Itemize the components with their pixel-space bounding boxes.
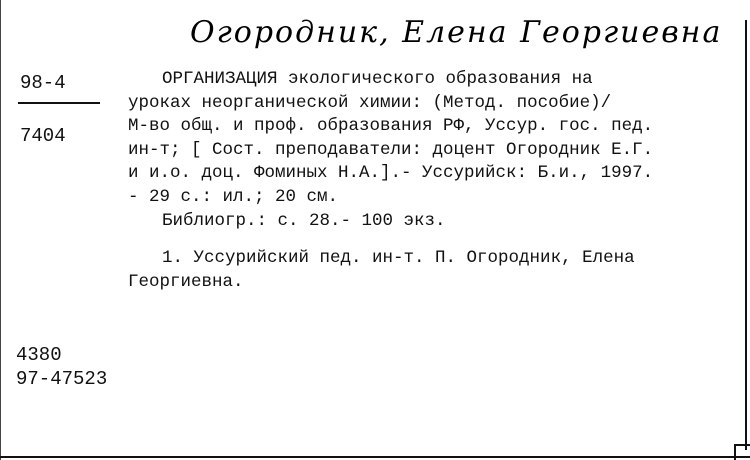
entry-line-6: - 29 с.: ил.; 20 см. bbox=[128, 186, 339, 207]
tracing-line-1: 1. Уссурийский пед. ин-т. П. Огородник, Елена bbox=[162, 248, 635, 269]
accession-code-1: 4380 bbox=[16, 344, 62, 366]
handwritten-heading bbox=[190, 2, 750, 62]
handwritten-heading-text: Огороднuк, Елена Георгиевна bbox=[190, 15, 723, 50]
accession-codes bbox=[16, 343, 107, 391]
shelf-mark-divider bbox=[18, 102, 100, 104]
card-left-edge bbox=[0, 0, 1, 460]
card-bottom-edge bbox=[0, 456, 750, 458]
entry-line-3: М-во общ. и проф. образования РФ, Уссур. гос. пед. bbox=[128, 116, 654, 137]
shelf-mark-top: 98-4 bbox=[20, 72, 66, 94]
card-right-edge bbox=[745, 20, 747, 450]
accession-code-2: 97-47523 bbox=[16, 368, 108, 390]
bibliographic-entry bbox=[128, 68, 728, 294]
bibliography-note: Библиогр.: с. 28.- 100 экз. bbox=[162, 210, 446, 231]
tracing-line-2: Георгиевна. bbox=[128, 271, 244, 292]
entry-title-line: ОРГАНИЗАЦИЯ экологического образования на bbox=[162, 69, 593, 89]
card-corner-mark bbox=[734, 444, 750, 460]
entry-line-5: и и.о. доц. Фоминых Н.А.].- Уссурийск: Б.и., 1997. bbox=[128, 163, 654, 184]
entry-line-4: ин-т; [ Сост. преподаватели: доцент Огородник Е.Г. bbox=[128, 139, 654, 160]
shelf-mark-bottom: 7404 bbox=[20, 125, 66, 147]
entry-line-2: уроках неорганической химии: (Метод. пособие)/ bbox=[128, 92, 612, 113]
handwritten-heading-svg bbox=[190, 2, 750, 62]
